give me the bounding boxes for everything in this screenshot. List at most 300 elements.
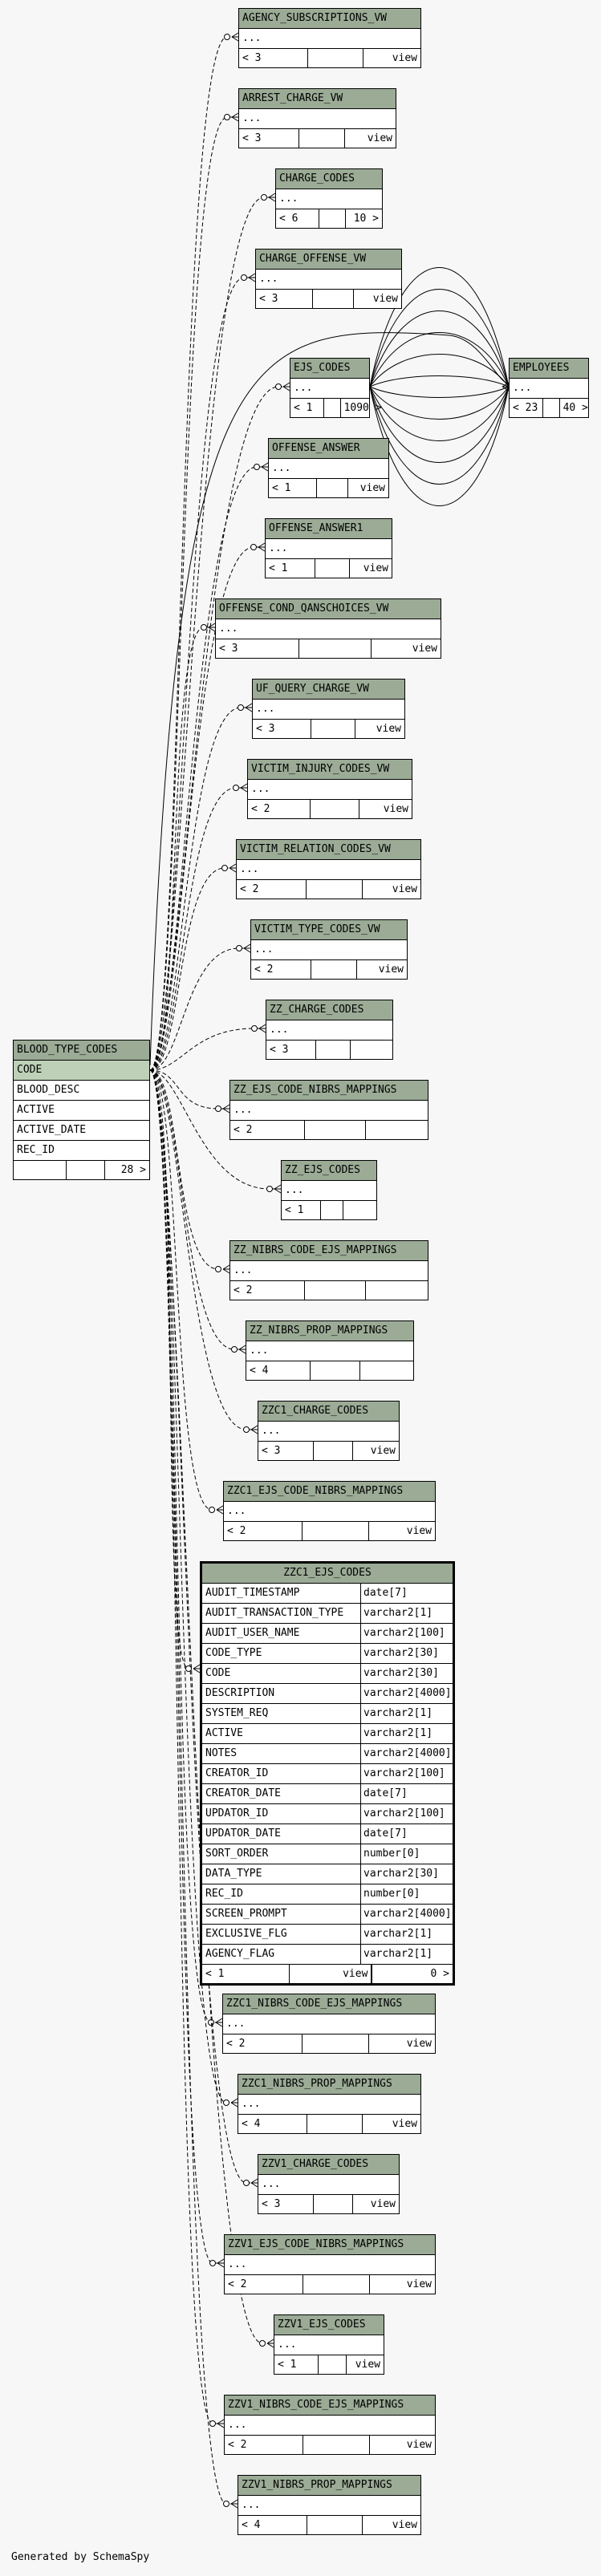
footer-parents[interactable]: < 4 xyxy=(238,2115,307,2133)
edge-many-marker xyxy=(217,2259,224,2263)
column-placeholder: ... xyxy=(228,2419,247,2431)
footer-parents[interactable]: < 1 xyxy=(290,399,324,417)
column-row[interactable] xyxy=(238,2095,420,2115)
table-zzc1-ejs-code-nibrs-mappings[interactable] xyxy=(223,1481,436,1541)
table-footer xyxy=(266,559,392,578)
column-row[interactable] xyxy=(202,1624,453,1644)
column-type: varchar2[1] xyxy=(360,1925,453,1944)
column-name: UPDATOR_ID xyxy=(205,1807,269,1819)
footer-children[interactable]: 28 > xyxy=(120,1164,146,1176)
footer-children[interactable] xyxy=(366,1121,428,1139)
footer-children[interactable]: 1090 > xyxy=(343,402,382,414)
table-name: EMPLOYEES xyxy=(510,359,588,379)
edge-many-marker xyxy=(232,33,238,37)
footer-parents[interactable]: < 3 xyxy=(253,720,311,738)
footer-type xyxy=(308,49,363,67)
footer-parents[interactable]: < 3 xyxy=(239,49,308,67)
edge-many-marker xyxy=(231,2500,238,2504)
column-name: CREATOR_ID xyxy=(205,1767,269,1779)
table-victim-relation-codes-vw[interactable] xyxy=(236,839,421,899)
footer-parents[interactable]: < 1 xyxy=(269,479,317,497)
footer-parents[interactable]: < 1 xyxy=(202,1965,290,1983)
footer-parents[interactable]: < 3 xyxy=(256,290,313,308)
column-placeholder: ... xyxy=(279,193,298,205)
table-zzv1-nibrs-code-ejs-mappings[interactable] xyxy=(224,2395,436,2455)
column-row[interactable] xyxy=(202,1584,453,1604)
edge-optional-marker xyxy=(260,2341,266,2347)
edge-many-marker xyxy=(223,1105,229,1109)
column-row[interactable] xyxy=(290,379,369,399)
edge-many-marker xyxy=(258,543,265,547)
footer-type xyxy=(543,399,559,417)
edge-many-marker xyxy=(229,868,236,872)
edge-many-marker xyxy=(217,2424,224,2428)
table-victim-injury-codes-vw[interactable] xyxy=(247,759,412,819)
table-zz-nibrs-prop-mappings[interactable] xyxy=(246,1320,414,1381)
table-offense-answer1[interactable] xyxy=(265,518,392,578)
footer-children[interactable]: view xyxy=(370,1445,396,1457)
table-footer xyxy=(269,479,388,497)
column-type: varchar2[100] xyxy=(360,1804,453,1823)
column-type: varchar2[4000] xyxy=(360,1684,453,1703)
edge-many-marker xyxy=(283,383,290,387)
footer-type xyxy=(319,209,346,228)
table-name: ZZ_EJS_CODE_NIBRS_MAPPINGS xyxy=(230,1081,428,1101)
footer-parents[interactable]: < 3 xyxy=(258,2195,314,2213)
edge-many-marker xyxy=(267,2343,274,2347)
column-placeholder: ... xyxy=(262,1425,281,1437)
column-placeholder: ... xyxy=(278,2339,297,2351)
footer-type xyxy=(303,2436,370,2454)
table-ejs-codes[interactable] xyxy=(290,358,382,418)
edge-many-marker xyxy=(217,2420,224,2424)
footer-parents[interactable]: < 4 xyxy=(246,1361,311,1380)
column-row[interactable] xyxy=(239,29,420,49)
column-name: DATA_TYPE xyxy=(205,1868,262,1880)
footer-parents[interactable]: < 2 xyxy=(230,1121,305,1139)
footer-children[interactable]: view xyxy=(363,562,388,574)
table-name: ZZC1_CHARGE_CODES xyxy=(258,1402,399,1422)
generated-by-footer: Generated by SchemaSpy xyxy=(11,2551,150,2563)
column-row[interactable] xyxy=(202,1905,453,1925)
table-footer xyxy=(258,1442,399,1460)
edge-optional-marker xyxy=(254,464,260,470)
edge-optional-marker xyxy=(244,2180,250,2186)
column-name: REC_ID xyxy=(205,1888,243,1900)
edge-optional-marker xyxy=(237,946,242,951)
footer-parents[interactable]: < 3 xyxy=(239,129,299,148)
footer-children[interactable] xyxy=(360,1361,413,1380)
table-name: ARREST_CHARGE_VW xyxy=(239,89,396,109)
edge-optional-marker xyxy=(216,1267,221,1272)
column-row[interactable] xyxy=(238,2496,420,2516)
footer-children[interactable]: view xyxy=(392,2118,417,2130)
table-footer xyxy=(224,1522,435,1540)
footer-type xyxy=(313,290,355,308)
column-row[interactable] xyxy=(202,1824,453,1844)
table-name: ZZ_CHARGE_CODES xyxy=(266,1000,392,1020)
table-footer xyxy=(253,720,404,738)
table-name: ZZV1_NIBRS_CODE_EJS_MAPPINGS xyxy=(225,2395,435,2416)
footer-children[interactable]: view xyxy=(412,643,437,655)
table-zz-ejs-code-nibrs-mappings[interactable] xyxy=(229,1080,428,1140)
column-type: date[7] xyxy=(360,1824,453,1844)
column-row[interactable] xyxy=(202,1925,453,1945)
column-row[interactable] xyxy=(223,2014,435,2034)
column-row[interactable] xyxy=(224,1502,435,1522)
column-name: SYSTEM_REQ xyxy=(205,1707,269,1719)
edge-many-marker xyxy=(259,1024,266,1028)
table-offense-answer[interactable] xyxy=(268,438,389,498)
table-zzc1-nibrs-prop-mappings[interactable] xyxy=(238,2074,421,2134)
column-row[interactable] xyxy=(239,109,396,129)
footer-children[interactable]: view xyxy=(355,2359,380,2371)
column-row[interactable] xyxy=(258,1422,399,1442)
column-placeholder: ... xyxy=(285,1184,304,1196)
edge-many-marker xyxy=(269,197,275,201)
footer-parents[interactable]: < 1 xyxy=(266,559,315,578)
column-type: varchar2[30] xyxy=(360,1644,453,1663)
column-row[interactable]: CODE xyxy=(14,1061,149,1081)
column-placeholder: ... xyxy=(240,863,259,875)
column-row[interactable] xyxy=(282,1181,376,1201)
edge-optional-marker xyxy=(225,115,230,120)
footer-type xyxy=(305,1121,367,1139)
footer-type xyxy=(303,1522,369,1540)
footer-type xyxy=(311,800,359,818)
footer-children[interactable] xyxy=(343,1201,376,1219)
edge-optional-marker xyxy=(222,866,228,871)
relationship-edge xyxy=(150,37,238,1070)
table-arrest-charge-vw[interactable] xyxy=(238,88,396,148)
table-name: CHARGE_OFFENSE_VW xyxy=(256,249,401,270)
edge-many-marker xyxy=(231,2504,238,2508)
footer-children[interactable]: view xyxy=(406,2439,432,2451)
edge-many-marker xyxy=(251,1430,258,1434)
table-zzv1-charge-codes[interactable] xyxy=(258,2154,400,2214)
column-row[interactable]: REC_ID xyxy=(14,1141,149,1161)
column-placeholder: ... xyxy=(251,783,270,795)
column-placeholder: ... xyxy=(233,1104,253,1116)
table-name: ZZ_EJS_CODES xyxy=(282,1161,376,1181)
column-row[interactable] xyxy=(256,270,401,290)
edge-optional-marker xyxy=(242,275,247,281)
table-footer xyxy=(239,49,420,67)
edge-optional-marker xyxy=(224,2100,229,2106)
table-zzc1-nibrs-code-ejs-mappings[interactable] xyxy=(222,1994,436,2054)
column-row[interactable] xyxy=(258,2175,399,2195)
edge-optional-marker xyxy=(233,785,239,791)
column-placeholder: ... xyxy=(233,1264,253,1276)
footer-children[interactable]: view xyxy=(376,723,401,735)
footer-children[interactable]: view xyxy=(372,293,398,305)
column-type: date[7] xyxy=(360,1584,453,1603)
column-row[interactable] xyxy=(248,780,412,800)
column-name: SCREEN_PROMPT xyxy=(205,1908,287,1920)
column-type: number[0] xyxy=(360,1844,453,1864)
edge-many-marker xyxy=(229,864,236,868)
column-placeholder: ... xyxy=(256,703,275,715)
edge-optional-marker xyxy=(209,1507,215,1513)
column-row[interactable] xyxy=(216,619,441,639)
column-row[interactable]: ... xyxy=(510,379,588,399)
footer-children[interactable]: view xyxy=(392,883,417,895)
edge-many-marker xyxy=(274,1189,281,1193)
column-name: ACTIVE xyxy=(205,1727,243,1739)
footer-parents[interactable]: < 2 xyxy=(237,880,307,899)
edge-many-marker xyxy=(267,2339,274,2343)
relationship-edge xyxy=(370,355,509,387)
column-row[interactable] xyxy=(202,1784,453,1804)
relationship-edge xyxy=(370,376,509,387)
column-row[interactable] xyxy=(266,539,392,559)
relationship-edge xyxy=(370,387,509,485)
column-placeholder: ... xyxy=(228,2258,247,2270)
edge-many-marker xyxy=(239,1349,246,1353)
edge-many-marker xyxy=(244,944,250,948)
table-footer xyxy=(223,2034,435,2053)
focus-table[interactable] xyxy=(200,1561,455,1986)
column-row[interactable] xyxy=(202,1704,453,1724)
footer-type xyxy=(311,720,355,738)
footer-parents[interactable]: < 2 xyxy=(225,2436,303,2454)
footer-parents[interactable]: < 2 xyxy=(251,960,311,979)
footer-parents[interactable]: < 3 xyxy=(258,1442,314,1460)
table-agency-subscriptions-vw[interactable] xyxy=(238,8,421,68)
table-footer xyxy=(230,1281,428,1300)
footer-children[interactable] xyxy=(351,1041,392,1059)
edge-many-marker xyxy=(262,463,268,467)
footer-parents[interactable]: < 2 xyxy=(248,800,311,818)
table-victim-type-codes-vw[interactable] xyxy=(250,919,408,980)
table-footer xyxy=(248,800,412,818)
footer-children[interactable]: 10 > xyxy=(353,213,379,225)
table-footer xyxy=(238,2516,420,2534)
table-name: CHARGE_CODES xyxy=(276,169,382,189)
column-row[interactable] xyxy=(266,1020,392,1041)
edge-many-marker xyxy=(209,623,215,627)
column-row[interactable] xyxy=(251,940,407,960)
column-row[interactable] xyxy=(230,1261,428,1281)
footer-parents[interactable]: < 23 xyxy=(510,399,543,417)
footer-children[interactable]: view xyxy=(383,803,408,815)
footer-parents xyxy=(14,1161,67,1179)
edge-many-marker xyxy=(259,1028,266,1032)
column-row[interactable] xyxy=(202,1664,453,1684)
column-row[interactable] xyxy=(246,1341,413,1361)
footer-parents[interactable]: < 2 xyxy=(230,1281,305,1300)
footer-parents[interactable]: < 2 xyxy=(223,2034,303,2053)
column-row[interactable] xyxy=(202,1684,453,1704)
edge-optional-marker xyxy=(262,195,267,201)
table-footer xyxy=(510,399,588,417)
footer-children[interactable]: view xyxy=(406,1525,432,1537)
footer-type xyxy=(311,960,357,979)
table-name: VICTIM_TYPE_CODES_VW xyxy=(251,920,407,940)
column-name: UPDATOR_DATE xyxy=(205,1828,281,1840)
footer-type xyxy=(307,880,363,899)
table-footer xyxy=(225,2275,435,2294)
column-row[interactable] xyxy=(202,1864,453,1884)
footer-parents[interactable]: < 2 xyxy=(225,2275,303,2294)
edge-many-marker xyxy=(193,1669,200,1673)
column-placeholder: ... xyxy=(294,382,313,394)
table-zzc1-charge-codes[interactable] xyxy=(258,1401,400,1461)
table-name: UF_QUERY_CHARGE_VW xyxy=(253,679,404,700)
table-charge-offense-vw[interactable] xyxy=(255,249,402,309)
column-type: varchar2[1] xyxy=(360,1704,453,1723)
footer-type xyxy=(303,2275,370,2294)
footer-children[interactable]: view xyxy=(367,132,392,144)
blood-type-codes-table[interactable] xyxy=(13,1040,150,1180)
footer-type xyxy=(307,2516,363,2534)
table-name: EJS_CODES xyxy=(290,359,369,379)
column-type: varchar2[100] xyxy=(360,1624,453,1643)
table-name: ZZC1_NIBRS_CODE_EJS_MAPPINGS xyxy=(223,1994,435,2014)
table-name: ZZV1_NIBRS_PROP_MAPPINGS xyxy=(238,2476,420,2496)
column-row[interactable] xyxy=(202,1744,453,1764)
edge-many-marker xyxy=(241,784,247,788)
edge-many-marker xyxy=(231,2099,238,2103)
footer-children[interactable]: view xyxy=(392,2519,417,2531)
column-placeholder: ... xyxy=(242,2098,261,2110)
edge-many-marker xyxy=(241,788,247,792)
table-footer xyxy=(290,399,382,417)
table-footer xyxy=(274,2355,384,2374)
table-offense-cond-qanschoices-vw[interactable] xyxy=(215,598,441,659)
column-row[interactable] xyxy=(202,1804,453,1824)
table-charge-codes[interactable] xyxy=(275,168,383,229)
footer-type xyxy=(321,1201,343,1219)
table-zz-charge-codes[interactable] xyxy=(266,1000,393,1060)
edge-optional-marker xyxy=(252,1026,258,1032)
edge-many-marker xyxy=(244,948,250,952)
column-type: varchar2[1] xyxy=(360,1724,453,1743)
table-name: ZZC1_EJS_CODE_NIBRS_MAPPINGS xyxy=(224,1482,435,1502)
table-footer xyxy=(246,1361,413,1380)
table-zzv1-ejs-codes[interactable] xyxy=(274,2314,384,2375)
column-row[interactable] xyxy=(274,2335,384,2355)
column-row[interactable] xyxy=(202,1764,453,1784)
footer-type xyxy=(299,639,371,658)
footer-type xyxy=(315,559,350,578)
column-type: varchar2[100] xyxy=(360,1764,453,1783)
edge-optional-marker xyxy=(251,545,257,550)
footer-children[interactable]: view xyxy=(406,2038,432,2050)
footer-parents[interactable]: < 3 xyxy=(266,1041,316,1059)
edge-many-marker xyxy=(251,1426,258,1430)
edge-many-marker xyxy=(249,274,255,278)
footer-type xyxy=(314,1442,354,1460)
edge-many-marker xyxy=(231,2103,238,2107)
table-zzv1-ejs-code-nibrs-mappings[interactable] xyxy=(224,2234,436,2294)
footer-children[interactable]: 0 > xyxy=(372,1965,453,1983)
edge-many-marker xyxy=(251,2183,258,2187)
column-row[interactable] xyxy=(276,189,382,209)
column-placeholder: ... xyxy=(262,2178,281,2190)
edge-many-marker xyxy=(269,193,275,197)
footer-type xyxy=(324,399,340,417)
edge-optional-marker xyxy=(201,625,207,631)
table-footer xyxy=(256,290,401,308)
employees-table[interactable] xyxy=(509,358,589,418)
column-row[interactable]: ACTIVE xyxy=(14,1101,149,1121)
edge-optional-marker xyxy=(238,705,244,711)
column-row[interactable] xyxy=(269,459,388,479)
footer-children[interactable]: 40 > xyxy=(562,402,588,414)
column-placeholder: ... xyxy=(242,32,262,44)
focus-table-footer xyxy=(202,1965,453,1983)
column-name: AUDIT_USER_NAME xyxy=(205,1627,300,1639)
column-row[interactable] xyxy=(230,1101,428,1121)
column-row[interactable] xyxy=(202,1644,453,1664)
column-row[interactable] xyxy=(225,2416,435,2436)
column-row[interactable] xyxy=(202,1604,453,1624)
column-type: varchar2[30] xyxy=(360,1864,453,1884)
footer-children[interactable]: view xyxy=(378,963,404,976)
column-type: varchar2[1] xyxy=(360,1604,453,1623)
footer-children[interactable]: view xyxy=(370,2198,396,2210)
table-zzv1-nibrs-prop-mappings[interactable] xyxy=(238,2475,421,2535)
column-placeholder: ... xyxy=(242,2499,261,2511)
footer-children[interactable]: view xyxy=(406,2278,432,2290)
footer-children[interactable] xyxy=(366,1281,428,1300)
footer-parents[interactable]: < 6 xyxy=(276,209,319,228)
footer-parents[interactable]: < 2 xyxy=(224,1522,303,1540)
column-type: varchar2[30] xyxy=(360,1664,453,1683)
footer-children[interactable]: view xyxy=(392,52,417,64)
column-placeholder: ... xyxy=(250,1345,269,1357)
table-name: VICTIM_INJURY_CODES_VW xyxy=(248,760,412,780)
table-zz-nibrs-code-ejs-mappings[interactable] xyxy=(229,1240,428,1300)
column-placeholder: ... xyxy=(254,943,274,955)
footer-type xyxy=(303,2034,369,2053)
column-row[interactable] xyxy=(237,860,420,880)
column-row[interactable]: ACTIVE_DATE xyxy=(14,1121,149,1141)
column-row[interactable] xyxy=(202,1884,453,1905)
footer-type xyxy=(311,1361,360,1380)
table-uf-query-charge-vw[interactable] xyxy=(252,679,405,739)
column-row[interactable] xyxy=(253,700,404,720)
table-zz-ejs-codes[interactable] xyxy=(281,1160,377,1220)
table-footer xyxy=(225,2436,435,2454)
column-row[interactable] xyxy=(202,1844,453,1864)
column-row[interactable] xyxy=(202,1724,453,1744)
table-name: ZZV1_EJS_CODE_NIBRS_MAPPINGS xyxy=(225,2235,435,2255)
footer-parents[interactable]: < 1 xyxy=(282,1201,321,1219)
column-name: CODE xyxy=(205,1667,231,1679)
table-name: BLOOD_TYPE_CODES xyxy=(14,1041,149,1061)
edge-many-marker xyxy=(251,2179,258,2183)
column-row[interactable] xyxy=(202,1945,453,1965)
column-row[interactable]: BLOOD_DESC xyxy=(14,1081,149,1101)
footer-parents[interactable]: < 4 xyxy=(238,2516,307,2534)
table-footer xyxy=(238,2115,420,2133)
edge-many-marker xyxy=(258,547,265,551)
footer-parents[interactable]: < 3 xyxy=(216,639,299,658)
table-name: ZZV1_CHARGE_CODES xyxy=(258,2155,399,2175)
footer-parents[interactable]: < 1 xyxy=(274,2355,319,2374)
edge-optional-marker xyxy=(232,1347,238,1353)
column-name: AUDIT_TRANSACTION_TYPE xyxy=(205,1607,344,1619)
column-name: AUDIT_TIMESTAMP xyxy=(205,1587,300,1599)
column-row[interactable] xyxy=(225,2255,435,2275)
footer-children[interactable]: view xyxy=(359,482,385,494)
edge-many-marker xyxy=(232,117,238,121)
footer-type xyxy=(314,2195,354,2213)
footer-type xyxy=(67,1161,104,1179)
edge-many-marker xyxy=(249,278,255,282)
